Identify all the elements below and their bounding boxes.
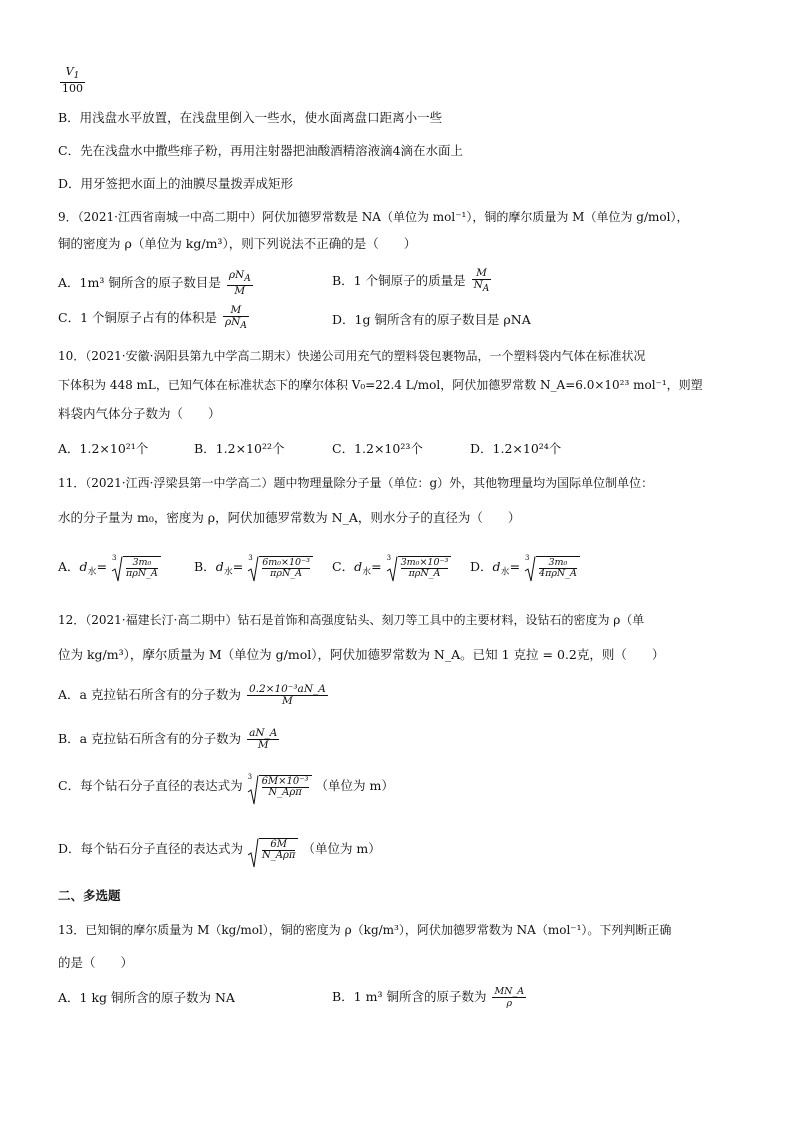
q11-a-label: A． — [58, 559, 80, 574]
q11-a-eq: = — [96, 559, 108, 574]
q11-b-lhs: d — [215, 559, 224, 574]
q10-stem-line2: 下体积为 448 mL，已知气体在标准状态下的摩尔体积 V₀=22.4 L/mol，阿伏加德罗常数 N_A=6.0×10²³ mol⁻¹，则塑 — [58, 378, 703, 392]
q8-option-d: D．用牙签把水面上的油膜尽量拨弄成矩形 — [58, 176, 294, 191]
q12-stem-line2: 位为 kg/m³），摩尔质量为 M（单位为 g/mol），阿伏加德罗常数为 N_A。已知 1 克拉 = 0.2克，则（ ） — [58, 647, 665, 662]
q9-option-a — [58, 270, 255, 297]
q11-d-den: 4πρN_A — [539, 568, 577, 579]
q12-d-den: N_Aρπ — [262, 850, 296, 861]
q11-a-radical — [111, 556, 161, 579]
q10-option-b: B．1.2×10²²个 — [194, 441, 285, 456]
q12-c-den: N_Aρπ — [268, 787, 302, 798]
q9-option-d: D．1g 铜所含有的原子数目是 ρNA — [332, 312, 531, 327]
q11-b-num: 6m₀×10⁻³ — [262, 557, 310, 568]
q9-b-num: M — [472, 268, 492, 280]
q11-option-b — [194, 556, 313, 581]
q11-d-num: 3m₀ — [539, 558, 577, 569]
q11-c-eq: = — [371, 559, 382, 574]
q9-option-b-text: B．1 个铜原子的质量是 — [332, 273, 466, 289]
q10-stem-line1: 10．（2021·安徽·涡阳县第九中学高二期末）快递公司用充气的塑料袋包裹物品，一个塑料袋内气体在标准状况 — [58, 349, 646, 363]
top-frac-num-sub: 1 — [73, 71, 80, 82]
q12-option-c — [58, 775, 394, 798]
q9-option-c-text: C．1 个铜原子占有的体积是 — [58, 310, 217, 326]
q11-d-radical — [524, 556, 580, 579]
q11-option-c — [332, 556, 451, 581]
q12-option-a — [58, 684, 330, 707]
q12-d-unit: （单位为 m） — [302, 841, 381, 856]
q9-c-den-sub: A — [240, 321, 247, 332]
q11-b-index: 3 — [248, 554, 253, 562]
q11-c-den: πρN_A — [408, 568, 441, 579]
q9-c-num: M — [223, 305, 249, 317]
q8-option-b: B．用浅盘水平放置，在浅盘里倒入一些水，使水面离盘口距离小一些 — [58, 110, 443, 125]
q10-stem-line3: 料袋内气体分子数为（ ） — [58, 406, 221, 421]
q11-c-num: 3m₀×10⁻³ — [400, 557, 449, 568]
q12-b-num: aN_A — [249, 727, 278, 739]
q11-d-lhs-sub: 水 — [500, 567, 510, 578]
q12-d-radical — [247, 838, 298, 861]
q11-option-a — [58, 556, 161, 581]
q9-b-den-sub: A — [482, 284, 490, 295]
q11-a-num: 3m₀ — [126, 558, 158, 569]
q11-b-lhs-sub: 水 — [223, 567, 233, 578]
top-fraction — [58, 66, 87, 94]
q11-b-den: πρN_A — [270, 568, 302, 579]
top-frac-den: 100 — [62, 82, 83, 96]
q13-option-b-text: B．1 m³ 铜所含的原子数为 — [332, 989, 487, 1004]
q11-option-d — [470, 556, 580, 581]
q9-a-num: ρN — [228, 269, 245, 281]
q11-stem-line2: 水的分子量为 m₀，密度为 ρ，阿伏加德罗常数为 N_A，则水分子的直径为（ ） — [58, 510, 521, 525]
q11-b-radical — [247, 556, 313, 579]
q11-c-lhs: d — [354, 559, 363, 574]
q11-d-lhs: d — [492, 559, 501, 574]
q11-b-eq: = — [232, 559, 244, 574]
q9-b-den: N — [473, 279, 483, 291]
q11-c-label: C． — [332, 559, 355, 574]
q11-a-index: 3 — [112, 554, 117, 562]
q9-a-den: M — [234, 285, 246, 298]
q9-stem-line1: 9．（2021·江西省南城一中高二期中）阿伏加德罗常数是 NA（单位为 mol⁻¹），铜的摩尔质量为 M（单位为 g/mol）， — [58, 210, 689, 224]
q12-a-den: M — [282, 695, 293, 707]
q10-option-c: C．1.2×10²³个 — [332, 441, 423, 456]
q9-a-num-sub: A — [244, 274, 251, 285]
q12-option-a-text: A．a 克拉钻石所含有的分子数为 — [58, 687, 241, 702]
q12-d-num: 6M — [262, 840, 295, 851]
q12-b-den: M — [257, 739, 269, 751]
q8-option-c: C．先在浅盘水中撒些痱子粉，再用注射器把油酸酒精溶液滴4滴在水面上 — [58, 143, 464, 158]
q12-option-d — [58, 838, 381, 861]
q9-stem-line2: 铜的密度为 ρ（单位为 kg/m³），则下列说法不正确的是（ ） — [58, 236, 417, 251]
q12-option-c-text: C．每个钻石分子直径的表达式为 — [58, 778, 243, 793]
q13-stem-line2: 的是（ ） — [58, 955, 134, 970]
q12-stem-line1: 12．（2021·福建长汀·高二期中）钻石是首饰和高强度钻头、刻刀等工具中的主要材料，设钻石的密度为 ρ（单 — [58, 613, 645, 627]
q11-a-lhs: d — [79, 559, 88, 574]
q11-c-index: 3 — [386, 554, 392, 562]
q9-option-c — [58, 305, 251, 332]
q9-c-den: ρN — [224, 316, 241, 328]
q13-option-a: A．1 kg 铜所含的原子数为 NA — [58, 990, 235, 1005]
q11-a-lhs-sub: 水 — [87, 567, 97, 578]
q11-a-den: πρN_A — [126, 568, 158, 579]
q12-c-index: 3 — [247, 773, 253, 781]
q9-option-b — [332, 268, 493, 295]
q10-option-d: D．1.2×10²⁴个 — [470, 441, 562, 456]
q11-c-radical — [386, 556, 452, 579]
q12-c-radical — [247, 775, 312, 798]
q11-stem-line1: 11．（2021·江西·浮梁县第一中学高二）题中物理量除分子量（单位：g）外，其他物理量均为国际单位制单位： — [58, 476, 654, 490]
q11-d-eq: = — [509, 559, 521, 574]
q13-b-den: ρ — [506, 998, 513, 1009]
q12-c-unit: （单位为 m） — [315, 778, 394, 793]
top-frac-num: V — [65, 65, 74, 78]
q12-option-b-text: B．a 克拉钻石所含有的分子数为 — [58, 731, 242, 746]
q13-b-num: MN_A — [494, 986, 525, 997]
q11-c-lhs-sub: 水 — [362, 567, 372, 578]
q11-d-index: 3 — [525, 554, 530, 562]
q11-d-label: D． — [470, 559, 493, 574]
q11-b-label: B． — [194, 559, 216, 574]
q9-option-a-text: A．1m³ 铜所含的原子数目是 — [58, 275, 221, 291]
q12-a-num: 0.2×10⁻³aN_A — [248, 683, 326, 695]
q12-option-d-text: D．每个钻石分子直径的表达式为 — [58, 841, 244, 856]
q12-option-b — [58, 728, 281, 751]
q13-option-b — [332, 986, 528, 1009]
q13-stem-line1: 13．已知铜的摩尔质量为 M（kg/mol），铜的密度为 ρ（kg/m³），阿伏加德罗常数为 NA（mol⁻¹）。下列判断正确 — [58, 923, 672, 937]
section-heading: 二、多选题 — [58, 888, 121, 903]
q10-option-a: A．1.2×10²¹个 — [58, 441, 149, 456]
q12-c-num: 6M×10⁻³ — [261, 776, 309, 787]
